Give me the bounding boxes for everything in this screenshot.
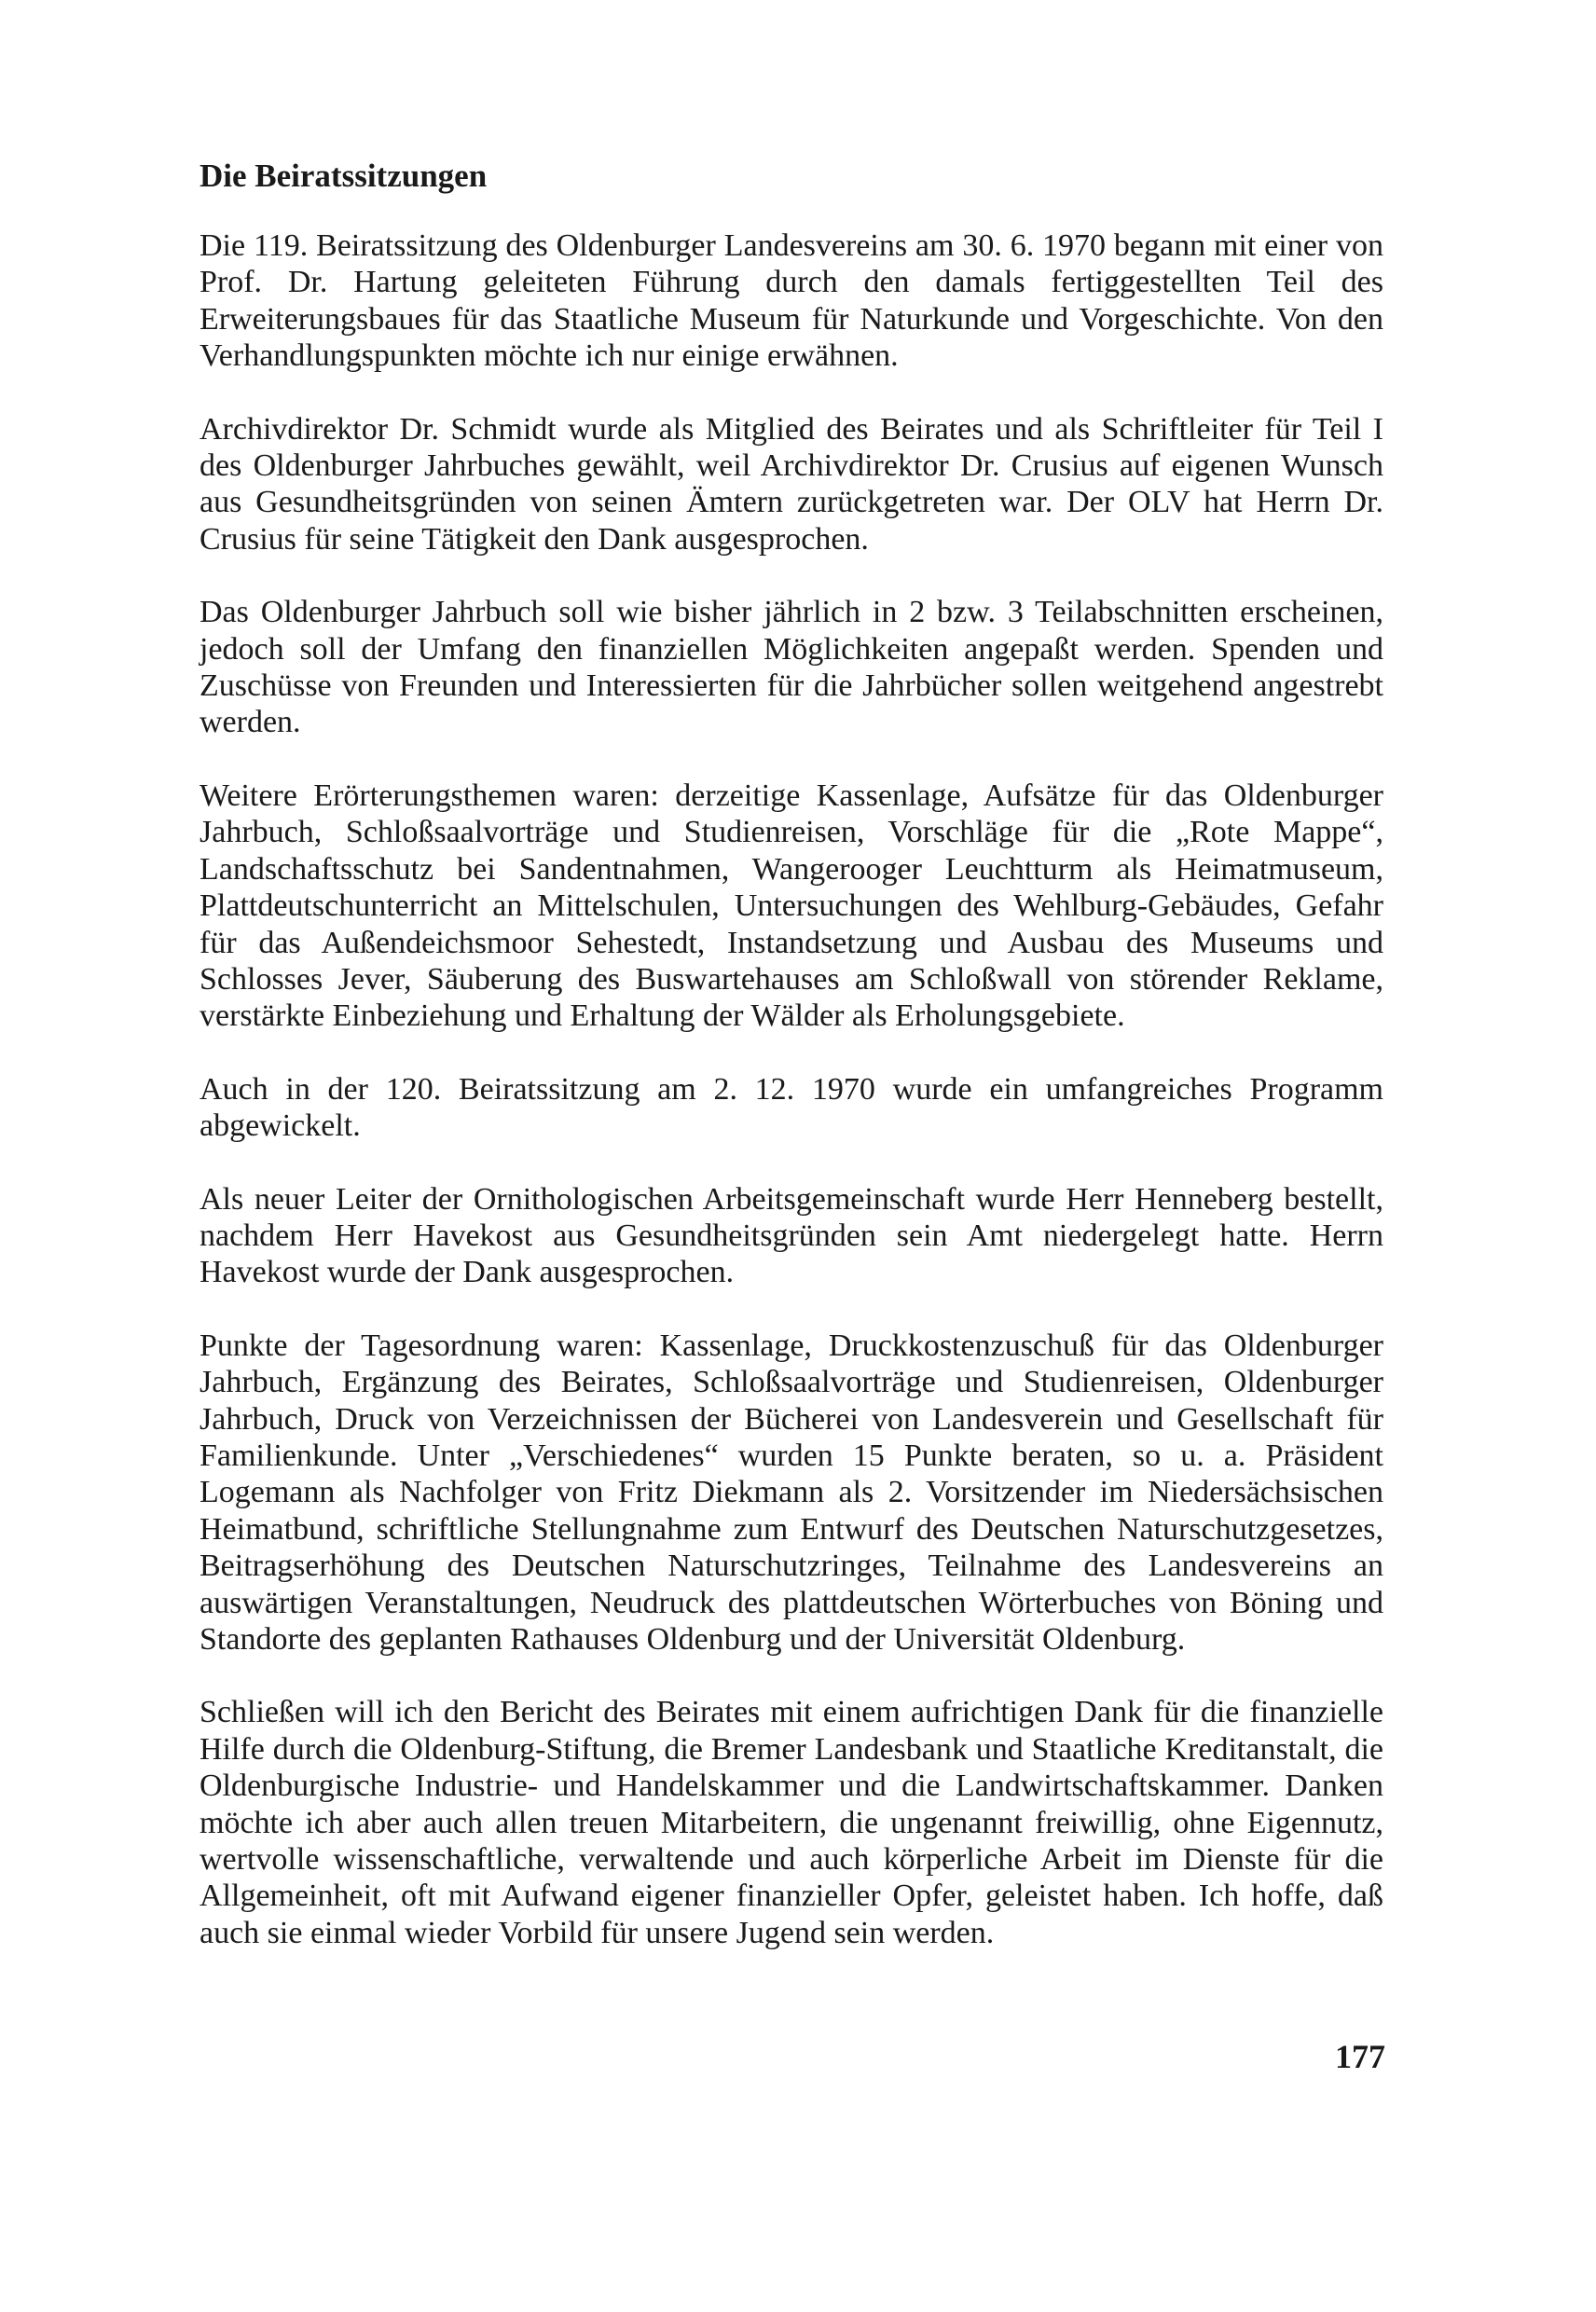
paragraph-3: Das Oldenburger Jahrbuch soll wie bisher jährlich in 2 bzw. 3 Teilabschnitten erscheinen, jedoch soll der Umfang den finanziellen Möglichkeiten angepaßt werden. Spenden und Zuschüsse von Freunden und Interessierten für die Jahrbücher sollen weitgehend angestrebt werden. — [200, 595, 1383, 740]
paragraph-1: Die 119. Beiratssitzung des Oldenburger Landesvereins am 30. 6. 1970 begann mit einer von Prof. Dr. Hartung geleiteten Führung durch den damals fertiggestellten Teil des Erweiterungsbaues für das Staatliche Museum für Naturkunde und Vorgeschichte. Von den Verhandlungspunkten möchte ich nur einige erwähnen. — [200, 228, 1383, 374]
paragraph-5: Auch in der 120. Beiratssitzung am 2. 12. 1970 wurde ein umfangreiches Programm abgewickelt. — [200, 1071, 1383, 1144]
paragraph-6: Als neuer Leiter der Ornithologischen Arbeitsgemeinschaft wurde Herr Henneberg bestellt, nachdem Herr Havekost aus Gesundheitsgründen sein Amt niedergelegt hatte. Herrn Havekost wurde der Dank ausgesprochen. — [200, 1181, 1383, 1290]
document-page — [200, 157, 1383, 1988]
page-number: 177 — [1335, 2038, 1385, 2075]
paragraph-4: Weitere Erörterungsthemen waren: derzeitige Kassenlage, Aufsätze für das Oldenburger Jahrbuch, Schloßsaalvorträge und Studienreisen, Vorschläge für die „Rote Mappe“, Landschaftsschutz bei Sandentnahmen, Wangerooger Leuchtturm als Heimatmuseum, Plattdeutschunterricht an Mittelschulen, Untersuchungen des Wehlburg-Gebäudes, Gefahr für das Außendeichsmoor Sehestedt, Instandsetzung und Ausbau des Museums und Schlosses Jever, Säuberung des Buswartehauses am Schloßwall von störender Reklame, verstärkte Einbeziehung und Erhaltung der Wälder als Erholungsgebiete. — [200, 778, 1383, 1034]
paragraph-8: Schließen will ich den Bericht des Beirates mit einem aufrichtigen Dank für die finanzielle Hilfe durch die Oldenburg-Stiftung, die Bremer Landesbank und Staatliche Kreditanstalt, die Oldenburgische Industrie- und Handelskammer und die Landwirtschaftskammer. Danken möchte ich aber auch allen treuen Mitarbeitern, die ungenannt freiwillig, ohne Eigennutz, wertvolle wissenschaftliche, verwaltende und auch körperliche Arbeit im Dienste für die Allgemeinheit, oft mit Aufwand eigener finanzieller Opfer, geleistet haben. Ich hoffe, daß auch sie einmal wieder Vorbild für unsere Jugend sein werden. — [200, 1695, 1383, 1950]
section-heading: Die Beiratssitzungen — [200, 158, 488, 194]
paragraph-7: Punkte der Tagesordnung waren: Kassenlage, Druckkostenzuschuß für das Oldenburger Jahrbuch, Ergänzung des Beirates, Schloßsaalvorträge und Studienreisen, Oldenburger Jahrbuch, Druck von Verzeichnissen der Bücherei von Landesverein und Gesellschaft für Familienkunde. Unter „Verschiedenes“ wurden 15 Punkte beraten, so u. a. Präsident Logemann als Nachfolger von Fritz Diekmann als 2. Vorsitzender im Niedersächsischen Heimatbund, schriftliche Stellungnahme zum Entwurf des Deutschen Naturschutzgesetzes, Beitragserhöhung des Deutschen Naturschutzringes, Teilnahme des Landesvereins an auswärtigen Veranstaltungen, Neudruck des plattdeutschen Wörterbuches von Böning und Standorte des geplanten Rathauses Oldenburg und der Universität Oldenburg. — [200, 1328, 1383, 1657]
paragraph-2: Archivdirektor Dr. Schmidt wurde als Mitglied des Beirates und als Schriftleiter für Teil I des Oldenburger Jahrbuches gewählt, weil Archivdirektor Dr. Crusius auf eigenen Wunsch aus Gesundheitsgründen von seinen Ämtern zurückgetreten war. Der OLV hat Herrn Dr. Crusius für seine Tätigkeit den Dank ausgesprochen. — [200, 411, 1383, 557]
